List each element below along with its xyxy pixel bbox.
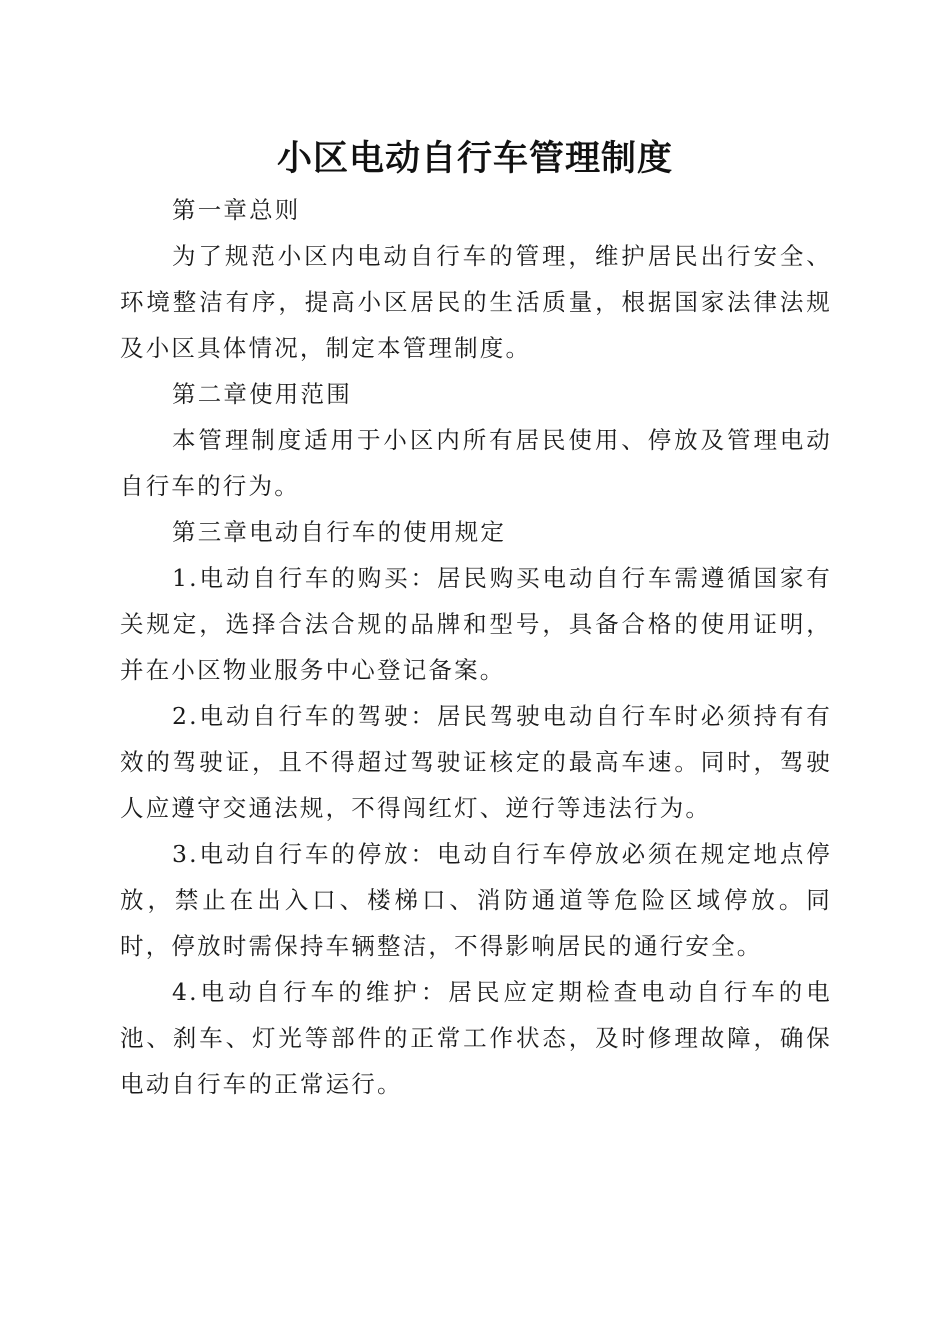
rule-item-parking: 3.电动自行车的停放：电动自行车停放必须在规定地点停放，禁止在出入口、楼梯口、消防通道等危险区域停放。同时，停放时需保持车辆整洁，不得影响居民的通行安全。 bbox=[120, 840, 832, 960]
chapter-1-paragraph: 为了规范小区内电动自行车的管理，维护居民出行安全、环境整洁有序，提高小区居民的生活质量，根据国家法律法规及小区具体情况，制定本管理制度。 bbox=[120, 242, 832, 362]
chapter-2-heading: 第二章使用范围 bbox=[172, 380, 352, 408]
document-body bbox=[120, 187, 832, 1107]
rule-item-driving: 2.电动自行车的驾驶：居民驾驶电动自行车时必须持有有效的驾驶证，且不得超过驾驶证核定的最高车速。同时，驾驶人应遵守交通法规，不得闯红灯、逆行等违法行为。 bbox=[120, 702, 832, 822]
rule-item-maintenance: 4.电动自行车的维护：居民应定期检查电动自行车的电池、刹车、灯光等部件的正常工作状态，及时修理故障，确保电动自行车的正常运行。 bbox=[120, 978, 832, 1098]
chapter-1-heading: 第一章总则 bbox=[172, 196, 301, 224]
chapter-2-paragraph: 本管理制度适用于小区内所有居民使用、停放及管理电动自行车的行为。 bbox=[120, 426, 832, 500]
rule-item-purchase: 1.电动自行车的购买：居民购买电动自行车需遵循国家有关规定，选择合法合规的品牌和型号，具备合格的使用证明，并在小区物业服务中心登记备案。 bbox=[120, 564, 832, 684]
document-title: 小区电动自行车管理制度 bbox=[276, 138, 673, 179]
chapter-3-heading: 第三章电动自行车的使用规定 bbox=[172, 518, 507, 546]
